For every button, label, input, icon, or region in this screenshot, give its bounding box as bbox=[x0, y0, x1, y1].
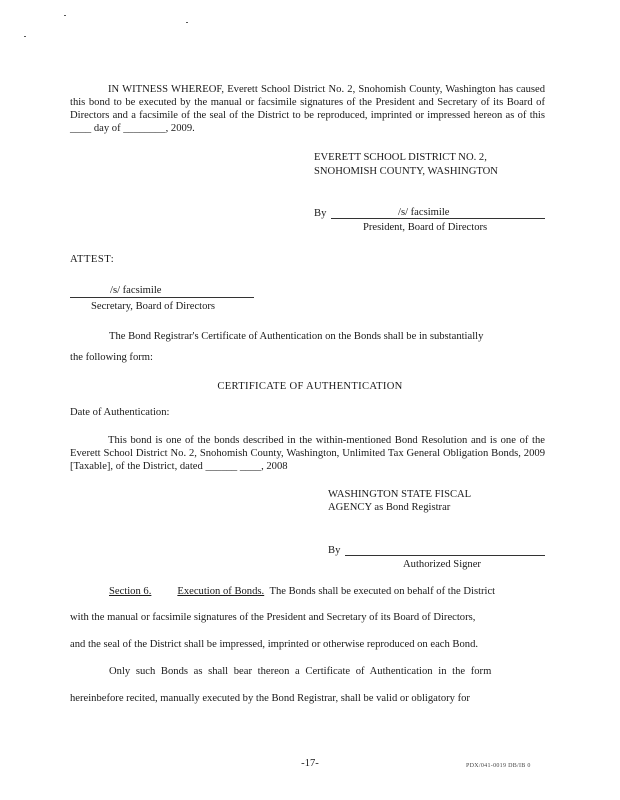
registrar-intro-line2: the following form: bbox=[70, 352, 153, 363]
president-signature: /s/ facsimile bbox=[398, 207, 450, 218]
scan-speck bbox=[24, 36, 26, 37]
president-by-label: By bbox=[314, 208, 327, 219]
registrar-by-label: By bbox=[328, 545, 341, 556]
scan-speck bbox=[186, 22, 188, 23]
next-paragraph-line1: Only such Bonds as shall bear thereon a Certificate of Authentication in the form bbox=[109, 666, 492, 677]
registrar-intro-line1: The Bond Registrar's Certificate of Authentication on the Bonds shall be in substantially bbox=[109, 331, 484, 342]
agency-line1: WASHINGTON STATE FISCAL bbox=[328, 489, 472, 500]
district-name-line1: EVERETT SCHOOL DISTRICT NO. 2, bbox=[314, 152, 487, 163]
page-number: -17- bbox=[301, 758, 319, 769]
document-id: PDX/041-0019 DB/IB 0 bbox=[466, 763, 531, 769]
agency-line2: AGENCY as Bond Registrar bbox=[328, 502, 451, 513]
authentication-date-label: Date of Authentication: bbox=[70, 407, 170, 418]
secretary-signature: /s/ facsimile bbox=[110, 285, 162, 296]
section6-title: Execution of Bonds. bbox=[177, 586, 265, 597]
section6-number: Section 6. bbox=[109, 586, 152, 597]
district-name-line2: SNOHOMISH COUNTY, WASHINGTON bbox=[314, 166, 498, 177]
president-title: President, Board of Directors bbox=[363, 222, 488, 233]
secretary-signature-line bbox=[70, 297, 254, 298]
section6-line3: and the seal of the District shall be impressed, imprinted or otherwise reproduced on each Bond. bbox=[70, 639, 479, 650]
registrar-signature-line bbox=[345, 555, 545, 556]
certificate-paragraph: This bond is one of the bonds described in the within-mentioned Bond Resolution and is one of the Everett School District No. 2, Snohomish County, Washington, Unlimited Tax General Obligation Bonds, 2009 [Taxable], of the District, dated ______ ____, 2008 bbox=[70, 435, 545, 472]
section6-text: The Bonds shall be executed on behalf of the District bbox=[269, 586, 496, 597]
secretary-title: Secretary, Board of Directors bbox=[91, 301, 216, 312]
section6-line1 bbox=[109, 585, 495, 598]
witness-paragraph: IN WITNESS WHEREOF, Everett School District No. 2, Snohomish County, Washington has caused this bond to be executed by the manual or facsimile signatures of the President and Secretary of its Board of Directors and a facsimile of the seal of the District to be reproduced, imprinted or impressed hereon as of this ____ day of ________, 2009. bbox=[70, 84, 545, 134]
scan-speck bbox=[64, 15, 66, 16]
authorized-signer-title: Authorized Signer bbox=[403, 559, 481, 570]
attest-label: ATTEST: bbox=[70, 254, 115, 265]
section6-line2: with the manual or facsimile signatures of the President and Secretary of its Board of Directors, bbox=[70, 612, 476, 623]
next-paragraph-line2: hereinbefore recited, manually executed by the Bond Registrar, shall be valid or obligatory for bbox=[70, 693, 470, 704]
certificate-heading: CERTIFICATE OF AUTHENTICATION bbox=[217, 381, 403, 392]
